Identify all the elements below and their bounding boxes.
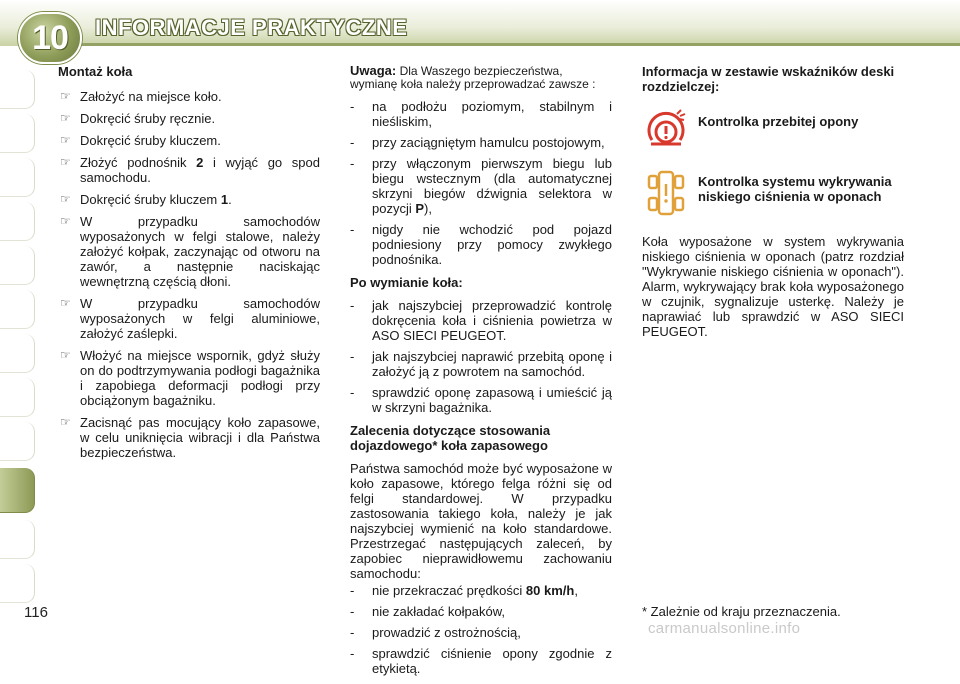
chapter-tab-7[interactable] bbox=[0, 334, 35, 373]
pointing-hand-icon: ☞ bbox=[60, 133, 71, 147]
list-item: ☞ Dokręcić śruby kluczem 1. bbox=[60, 192, 232, 207]
after-change-steps bbox=[350, 298, 612, 415]
mounting-steps bbox=[58, 89, 320, 460]
spare-wheel-paragraph: Państwa samochód może być wyposażone w koło zapasowe, którego felga różni się od felgi standardowej. W przypadku zastosowania takiego koła, należy je jak najszybciej wymienić na koło standardowe. Przestrzegać następujących zaleceń, by zapobiec nieprawidłowemu zachowaniu samochodu: bbox=[350, 461, 612, 581]
list-item: - sprawdzić ciśnienie opony zgodnie z etykietą. bbox=[350, 646, 612, 676]
chapter-tab-6[interactable] bbox=[0, 290, 35, 329]
list-item: - przy zaciągniętym hamulcu postojowym, bbox=[350, 135, 605, 150]
chapter-tab-10-active[interactable] bbox=[0, 468, 35, 513]
chapter-tab-9[interactable] bbox=[0, 422, 35, 461]
column-dashboard-info bbox=[642, 64, 904, 347]
list-item: - nie przekraczać prędkości 80 km/h, bbox=[350, 583, 578, 598]
page-title: INFORMACJE PRAKTYCZNE bbox=[95, 15, 408, 40]
chapter-tab-5[interactable] bbox=[0, 246, 35, 285]
pointing-hand-icon: ☞ bbox=[60, 348, 71, 362]
spare-wheel-rules bbox=[350, 583, 612, 676]
safety-conditions bbox=[350, 99, 612, 267]
list-item: ☞ W przypadku samochodów wyposażonych w felgi stalowe, należy założyć kołpak, zaczynając od otworu na zawór, a następnie naciskając wewnętrzną częścią dłoni. bbox=[60, 214, 320, 289]
list-item: - przy włączonym pierwszym biegu lub biegu wstecznym (dla automatycznej skrzyni biegów dźwignia selektora w pozycji P), bbox=[350, 156, 612, 216]
chapter-tab-3[interactable] bbox=[0, 158, 35, 197]
watermark: carmanualsonline.info bbox=[648, 620, 801, 637]
column-wheel-mounting bbox=[58, 64, 320, 467]
indicator-label: Kontrolka przebitej opony bbox=[698, 114, 859, 129]
pointing-hand-icon: ☞ bbox=[60, 415, 71, 429]
section-heading: Montaż koła bbox=[58, 64, 133, 79]
list-item: - nigdy nie wchodzić pod pojazd podniesiony przy pomocy zwykłego podnośnika. bbox=[350, 222, 612, 267]
spare-wheel-heading: Zalecenia dotyczące stosowania dojazdowego* koła zapasowego bbox=[350, 423, 551, 453]
indicator-puncture bbox=[642, 106, 904, 160]
list-item: - na podłożu poziomym, stabilnym i nieśliskim, bbox=[350, 99, 612, 129]
list-item: - sprawdzić oponę zapasową i umieścić ją w skrzyni bagażnika. bbox=[350, 385, 612, 415]
chapter-tab-2[interactable] bbox=[0, 114, 35, 153]
list-item: - jak najszybciej przeprowadzić kontrolę dokręcenia koła i ciśnienia powietrza w ASO SIECI PEUGEOT. bbox=[350, 298, 612, 343]
header-rule bbox=[60, 43, 960, 46]
chapter-tab-11[interactable] bbox=[0, 520, 35, 559]
list-item: ☞ Dokręcić śruby ręcznie. bbox=[60, 111, 216, 126]
dashboard-info-heading: Informacja w zestawie wskaźników deski rozdzielczej: bbox=[642, 64, 895, 94]
tyre-puncture-warning-icon bbox=[644, 106, 688, 154]
page-number: 116 bbox=[24, 604, 48, 621]
tpms-paragraph: Koła wyposażone w system wykrywania niskiego ciśnienia w oponach (patrz rozdział "Wykrywanie niskiego ciśnienia w oponach"). Alarm, wykrywający brak koła wyposażonego w czujnik, sygnalizuje usterkę. Należy je naprawiać lub sprawdzić w ASO SIECI PEUGEOT. bbox=[642, 234, 904, 339]
chapter-tab-12[interactable] bbox=[0, 564, 35, 603]
indicator-pressure-system bbox=[642, 166, 904, 228]
column-safety-notes bbox=[350, 64, 612, 684]
pointing-hand-icon: ☞ bbox=[60, 111, 71, 125]
safety-note: Uwaga: Dla Waszego bezpieczeństwa, wymianę koła należy przeprowadzać zawsze : bbox=[350, 63, 596, 91]
chapter-badge bbox=[18, 12, 82, 64]
indicator-label: Kontrolka systemu wykrywania niskiego ciśnienia w oponach bbox=[698, 174, 892, 204]
list-item: - nie zakładać kołpaków, bbox=[350, 604, 505, 619]
list-item: ☞ Założyć na miejsce koło. bbox=[60, 89, 222, 104]
list-item: ☞ Zacisnąć pas mocujący koło zapasowe, w celu uniknięcia wibracji i dla Państwa bezpieczeństwa. bbox=[60, 415, 320, 460]
list-item: ☞ Dokręcić śruby kluczem. bbox=[60, 133, 221, 148]
list-item: - jak najszybciej naprawić przebitą oponę i założyć ją z powrotem na samochód. bbox=[350, 349, 612, 379]
pointing-hand-icon: ☞ bbox=[60, 296, 71, 310]
after-change-heading: Po wymianie koła: bbox=[350, 275, 463, 290]
pointing-hand-icon: ☞ bbox=[60, 89, 71, 103]
chapter-tab-4[interactable] bbox=[0, 202, 35, 241]
tyre-pressure-system-icon bbox=[644, 166, 688, 220]
chapter-tab-1[interactable] bbox=[0, 70, 35, 109]
footnote: * Zależnie od kraju przeznaczenia. bbox=[642, 604, 841, 619]
pointing-hand-icon: ☞ bbox=[60, 155, 71, 169]
chapter-tab-8[interactable] bbox=[0, 378, 35, 417]
list-item: - prowadzić z ostrożnością, bbox=[350, 625, 521, 640]
list-item: ☞ Złożyć podnośnik 2 i wyjąć go spod samochodu. bbox=[60, 155, 320, 185]
list-item: ☞ W przypadku samochodów wyposażonych w felgi aluminiowe, założyć zaślepki. bbox=[60, 296, 320, 341]
chapter-number: 10 bbox=[32, 18, 68, 57]
list-item: ☞ Włożyć na miejsce wspornik, gdyż służy on do podtrzymywania podłogi bagażnika i zapobiega deformacji podłogi przy obciążonym bagażniku. bbox=[60, 348, 320, 408]
pointing-hand-icon: ☞ bbox=[60, 214, 71, 228]
pointing-hand-icon: ☞ bbox=[60, 192, 71, 206]
